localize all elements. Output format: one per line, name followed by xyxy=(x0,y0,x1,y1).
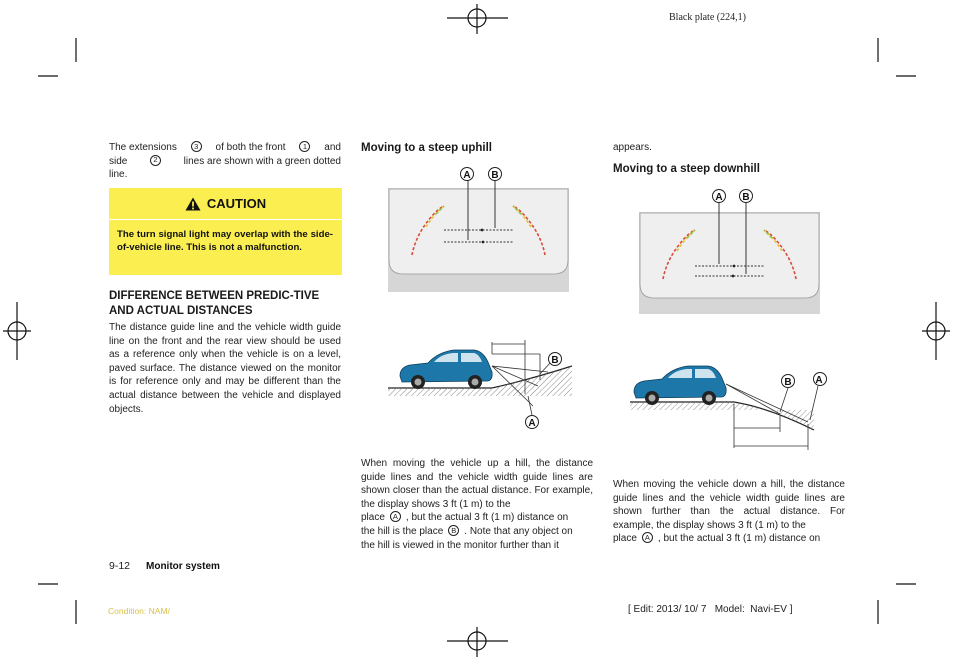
uphill-paragraph: When moving the vehicle up a hill, the distance guide lines and the vehicle width guide lines are shown closer than the actual distance. For example, the display shows 3 ft (1 m) to the place A , but the actual 3 ft (1 m) distance on the hill is the place B . Note that any object on the hill is viewed in the monitor further than it xyxy=(361,458,593,551)
diagram-label-a-downhill: A xyxy=(815,375,823,386)
page-number: 9-12 xyxy=(109,560,131,572)
diagram-label-a: A xyxy=(528,418,536,429)
screen-label-a: A xyxy=(463,170,471,181)
screen-label-b-downhill: B xyxy=(742,192,750,203)
warning-icon xyxy=(185,197,201,211)
caution-text: The turn signal light may overlap with the side-of-vehicle line. This is not a malfunction. xyxy=(117,229,333,254)
callout-3: 3 xyxy=(191,141,202,152)
uphill-heading: Moving to a steep uphill xyxy=(361,142,492,154)
edit-info: [ Edit: 2013/ 10/ 7 Model: Navi-EV ] xyxy=(628,604,793,615)
condition-label: Condition: NAM/ xyxy=(108,606,170,616)
caution-title: CAUTION xyxy=(206,196,267,211)
appears-text: appears. xyxy=(613,142,652,153)
footer-section-title: Monitor system xyxy=(146,561,220,572)
caution-header xyxy=(109,188,342,220)
section-heading: DIFFERENCE BETWEEN PREDIC-TIVE AND ACTUAL DISTANCES xyxy=(109,290,320,317)
downhill-heading: Moving to a steep downhill xyxy=(613,163,760,175)
downhill-side-diagram xyxy=(630,360,823,456)
bottom-registration-mark xyxy=(447,627,508,657)
top-registration-mark xyxy=(447,4,508,34)
car-icon-downhill xyxy=(634,366,726,405)
car-icon xyxy=(400,350,492,389)
downhill-monitor-illustration xyxy=(639,186,820,314)
diagram-label-b: B xyxy=(551,355,559,366)
callout-1: 1 xyxy=(299,141,310,152)
screen-label-a-downhill: A xyxy=(715,192,723,203)
place-a-callout-downhill: A xyxy=(642,532,653,543)
downhill-paragraph: When moving the vehicle down a hill, the distance guide lines and the vehicle width guide lines are shown further than the actual distance. For example, the display shows 3 ft (1 m) to the place A , but the actual 3 ft (1 m) distance on xyxy=(613,479,845,545)
left-registration-mark xyxy=(3,302,31,360)
intro-paragraph: The extensions 3 of both the front 1 and side 2 lines are shown with a green dotted line. xyxy=(109,141,341,181)
place-b-callout: B xyxy=(448,525,459,536)
caution-box xyxy=(109,188,342,275)
screen-label-b: B xyxy=(491,170,499,181)
plate-label: Black plate (224,1) xyxy=(669,12,746,23)
place-a-callout: A xyxy=(390,511,401,522)
right-registration-mark xyxy=(922,302,950,360)
diagram-label-b-downhill: B xyxy=(784,377,792,388)
section-paragraph: The distance guide line and the vehicle width guide line on the front and the rear view should be used as a reference only when the vehicle is on a level, paved surface. The distance viewed on the monitor is for reference only and may be different than the actual distance between the vehicle and displayed objects. xyxy=(109,322,341,415)
uphill-side-diagram xyxy=(388,334,573,432)
callout-2: 2 xyxy=(150,155,161,166)
uphill-monitor-illustration xyxy=(388,164,569,292)
